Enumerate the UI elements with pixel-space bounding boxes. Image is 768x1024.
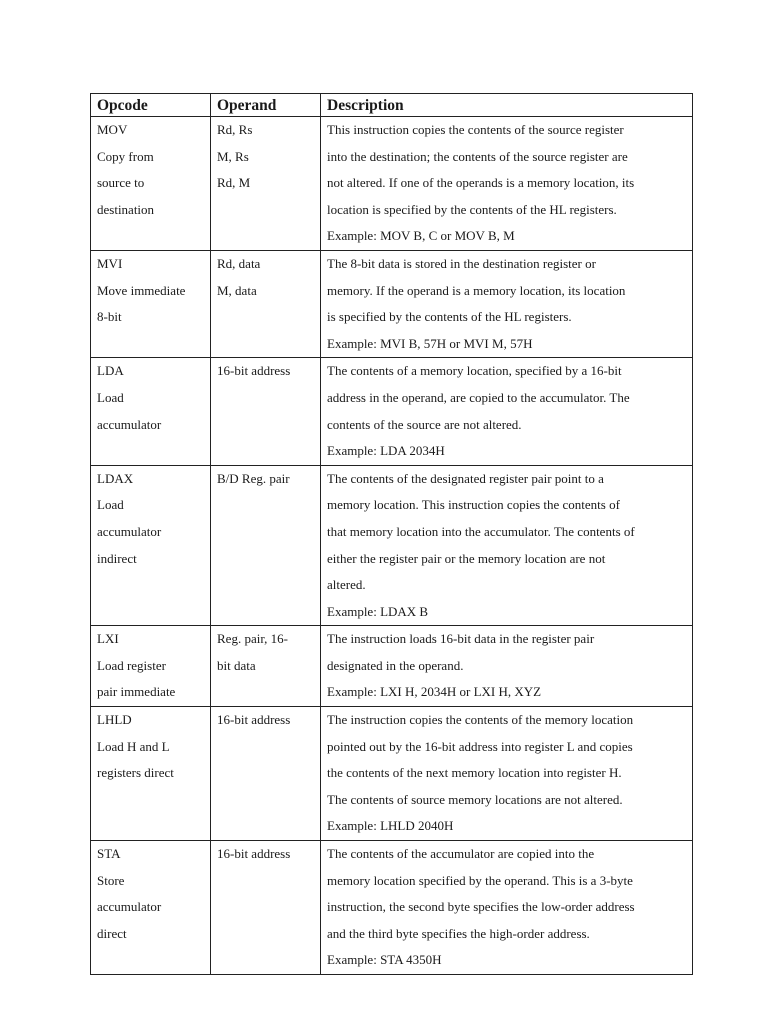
operand-cell xyxy=(211,250,321,357)
description-text: not altered. If one of the operands is a memory location, its xyxy=(327,175,635,191)
description-cell xyxy=(321,465,693,626)
opcode-text: direct xyxy=(97,925,127,941)
description-text: memory location specified by the operand. This is a 3-byte xyxy=(327,872,633,888)
operand-cell xyxy=(211,465,321,626)
description-text: into the destination; the contents of the source register are xyxy=(327,148,628,164)
opcode-text: MVI xyxy=(97,255,123,271)
header-description: Description xyxy=(321,94,693,117)
table-row xyxy=(91,117,693,251)
description-text: instruction, the second byte specifies the low-order address xyxy=(327,899,635,915)
operand-cell xyxy=(211,626,321,707)
table-row xyxy=(91,250,693,357)
operand-cell xyxy=(211,841,321,975)
opcode-text: Move immediate xyxy=(97,282,186,298)
table-row xyxy=(91,841,693,975)
description-text: location is specified by the contents of the HL registers. xyxy=(327,201,617,217)
example-text: Example: STA 4350H xyxy=(327,952,442,968)
description-cell xyxy=(321,117,693,251)
description-text: This instruction copies the contents of the source register xyxy=(327,122,624,137)
example-text: Example: LHLD 2040H xyxy=(327,818,454,834)
opcode-text: accumulator xyxy=(97,523,162,539)
operand-text: Rd, Rs xyxy=(217,122,253,137)
operand-text: 16-bit address xyxy=(217,363,291,379)
opcode-cell xyxy=(91,626,211,707)
example-text: Example: MVI B, 57H or MVI M, 57H xyxy=(327,335,533,351)
description-text: The contents of a memory location, specified by a 16-bit xyxy=(327,363,622,379)
operand-text: 16-bit address xyxy=(217,846,291,862)
opcode-text: LDAX xyxy=(97,470,134,486)
operand-text: 16-bit address xyxy=(217,712,291,728)
description-cell xyxy=(321,707,693,841)
operand-text: M, data xyxy=(217,282,257,298)
opcode-text: LHLD xyxy=(97,712,132,728)
table-row xyxy=(91,707,693,841)
description-text: The contents of the accumulator are copied into the xyxy=(327,846,595,862)
opcode-text: LDA xyxy=(97,363,124,379)
opcode-text: 8-bit xyxy=(97,309,122,325)
header-operand: Operand xyxy=(211,94,321,117)
description-text: pointed out by the 16-bit address into register L and copies xyxy=(327,738,633,754)
opcode-cell xyxy=(91,250,211,357)
description-text: altered. xyxy=(327,577,366,593)
opcode-text: indirect xyxy=(97,550,137,566)
description-text: The instruction copies the contents of the memory location xyxy=(327,712,634,728)
opcode-text: Load register xyxy=(97,657,166,673)
opcode-text: accumulator xyxy=(97,899,162,915)
operand-text: bit data xyxy=(217,657,256,673)
operand-text: B/D Reg. pair xyxy=(217,470,290,486)
description-text: and the third byte specifies the high-order address. xyxy=(327,925,590,941)
table-row xyxy=(91,626,693,707)
description-text: The contents of source memory locations are not altered. xyxy=(327,791,623,807)
example-text: Example: LDAX B xyxy=(327,603,429,619)
operand-cell xyxy=(211,358,321,465)
example-text: Example: LXI H, 2034H or LXI H, XYZ xyxy=(327,684,542,700)
opcode-cell xyxy=(91,117,211,251)
opcode-text: pair immediate xyxy=(97,684,176,700)
opcode-text: Load H and L xyxy=(97,738,170,754)
opcode-cell xyxy=(91,358,211,465)
description-cell xyxy=(321,250,693,357)
description-text: The contents of the designated register pair point to a xyxy=(327,470,604,486)
opcode-text: MOV xyxy=(97,122,128,137)
operand-text: M, Rs xyxy=(217,148,249,164)
opcode-text: STA xyxy=(97,846,121,862)
description-text: that memory location into the accumulator. The contents of xyxy=(327,523,635,539)
table-header-row xyxy=(91,94,693,117)
opcode-cell xyxy=(91,707,211,841)
opcode-text: Store xyxy=(97,872,125,888)
description-text: The instruction loads 16-bit data in the register pair xyxy=(327,631,595,647)
description-text: memory location. This instruction copies the contents of xyxy=(327,497,620,513)
operand-text: Rd, data xyxy=(217,255,261,271)
description-cell xyxy=(321,626,693,707)
description-text: address in the operand, are copied to the accumulator. The xyxy=(327,389,630,405)
opcode-text: source to xyxy=(97,175,145,191)
opcode-cell xyxy=(91,841,211,975)
example-text: Example: LDA 2034H xyxy=(327,443,445,459)
table-row xyxy=(91,465,693,626)
description-cell xyxy=(321,841,693,975)
opcode-text: Copy from xyxy=(97,148,154,164)
opcode-text: Load xyxy=(97,497,124,513)
description-text: the contents of the next memory location into register H. xyxy=(327,765,622,781)
description-text: The 8-bit data is stored in the destination register or xyxy=(327,255,596,271)
operand-text: Rd, M xyxy=(217,175,251,191)
example-text: Example: MOV B, C or MOV B, M xyxy=(327,228,515,244)
table-row xyxy=(91,358,693,465)
description-text: designated in the operand. xyxy=(327,657,464,673)
description-text: memory. If the operand is a memory location, its location xyxy=(327,282,626,298)
operand-cell xyxy=(211,117,321,251)
header-opcode: Opcode xyxy=(91,94,211,117)
opcode-cell xyxy=(91,465,211,626)
opcode-text: Load xyxy=(97,389,124,405)
operand-cell xyxy=(211,707,321,841)
opcode-text: accumulator xyxy=(97,416,162,432)
description-cell xyxy=(321,358,693,465)
description-text: contents of the source are not altered. xyxy=(327,416,522,432)
opcode-text: LXI xyxy=(97,631,119,647)
description-text: either the register pair or the memory location are not xyxy=(327,550,606,566)
operand-text: Reg. pair, 16- xyxy=(217,631,288,647)
instruction-table xyxy=(90,93,693,975)
description-text: is specified by the contents of the HL registers. xyxy=(327,309,572,325)
opcode-text: destination xyxy=(97,201,155,217)
opcode-text: registers direct xyxy=(97,765,174,781)
